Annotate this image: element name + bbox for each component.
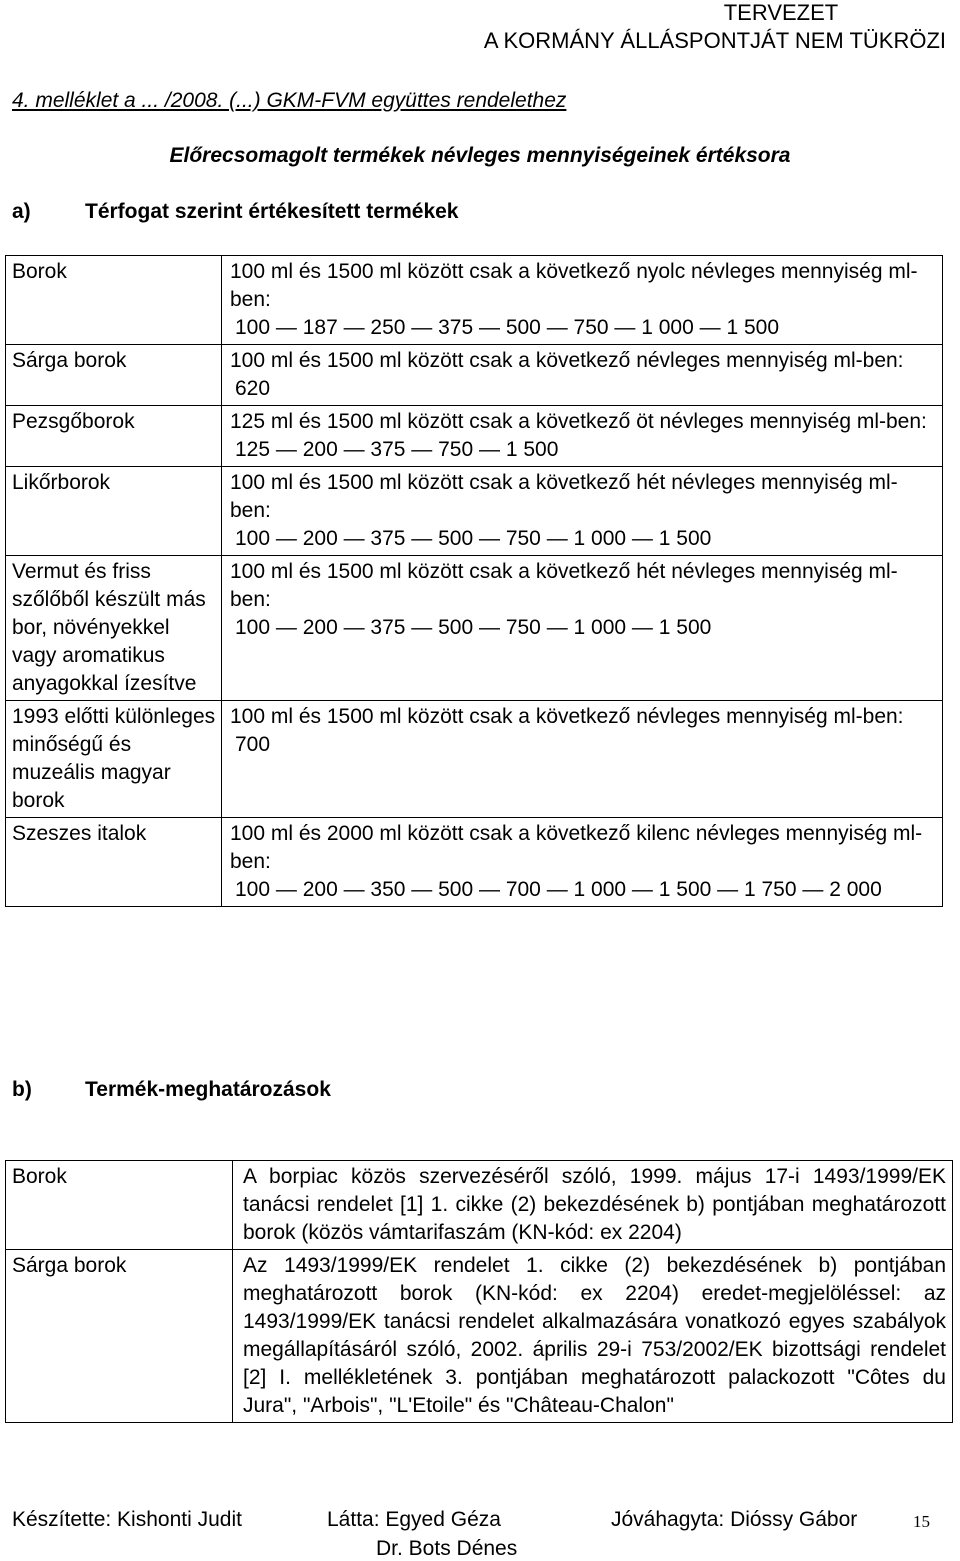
- annex-reference: 4. melléklet a ... /2008. (...) GKM-FVM együttes rendelethez: [12, 89, 567, 112]
- section-b-label: b): [12, 1078, 32, 1101]
- quantity-cell: [222, 818, 943, 907]
- product-name: Vermut és friss szőlőből készült más bor, növényekkel vagy aromatikus anyagokkal ízesítve: [6, 556, 222, 701]
- table-row: [6, 818, 943, 907]
- product-name: Likőrborok: [6, 467, 222, 556]
- product-name: Sárga borok: [6, 1250, 233, 1423]
- quantity-values: 700: [235, 733, 271, 756]
- page-number: 15: [913, 1512, 930, 1531]
- quantity-cell: [222, 556, 943, 701]
- section-a-label: a): [12, 200, 31, 223]
- product-name: Borok: [6, 256, 222, 345]
- table-row: [6, 406, 943, 467]
- quantity-cell: [222, 701, 943, 818]
- table-row: [6, 556, 943, 701]
- draft-stamp-line-1: TERVEZET: [723, 0, 839, 25]
- table-row: [6, 1161, 953, 1250]
- draft-stamp-line-2: A KORMÁNY ÁLLÁSPONTJÁT NEM TÜKRÖZI: [483, 28, 946, 53]
- footer-second-approver: Dr. Bots Dénes: [376, 1537, 518, 1560]
- quantity-description: 100 ml és 1500 ml között csak a következő névleges mennyiség ml-ben:: [230, 349, 904, 372]
- quantity-description: 100 ml és 2000 ml között csak a következő kilenc névleges mennyiség ml-ben:: [230, 822, 923, 873]
- quantity-values: 100 — 200 — 375 — 500 — 750 — 1 000 — 1 500: [235, 527, 712, 550]
- quantity-cell: [222, 256, 943, 345]
- product-name: Borok: [6, 1161, 233, 1250]
- nominal-quantities-table: [5, 255, 943, 907]
- quantity-cell: [222, 467, 943, 556]
- section-a-title: Térfogat szerint értékesített termékek: [85, 200, 459, 223]
- section-a-heading: [12, 200, 458, 224]
- table-row: [6, 701, 943, 818]
- quantity-description: 125 ml és 1500 ml között csak a következő öt névleges mennyiség ml-ben:: [230, 410, 927, 433]
- section-b-heading: [12, 1078, 331, 1102]
- quantity-description: 100 ml és 1500 ml között csak a következő nyolc névleges mennyiség ml-ben:: [230, 260, 918, 311]
- product-name: Szeszes italok: [6, 818, 222, 907]
- product-name: Pezsgőborok: [6, 406, 222, 467]
- table-row: [6, 467, 943, 556]
- product-name: 1993 előtti különleges minőségű és muzeális magyar borok: [6, 701, 222, 818]
- footer-checked-by: Látta: Egyed Géza: [327, 1508, 501, 1531]
- quantity-values: 100 — 187 — 250 — 375 — 500 — 750 — 1 000 — 1 500: [235, 316, 780, 339]
- product-name: Sárga borok: [6, 345, 222, 406]
- quantity-description: 100 ml és 1500 ml között csak a következő hét névleges mennyiség ml-ben:: [230, 471, 898, 522]
- quantity-values: 100 — 200 — 375 — 500 — 750 — 1 000 — 1 500: [235, 616, 712, 639]
- quantity-cell: [222, 406, 943, 467]
- quantity-values: 125 — 200 — 375 — 750 — 1 500: [235, 438, 559, 461]
- product-definition: A borpiac közös szervezéséről szóló, 1999. május 17-i 1493/1999/EK tanácsi rendelet [1] 1. cikke (2) bekezdésének b) pontjában meghatározott borok (közös vámtarifaszám (KN-kód: ex 2204): [233, 1161, 953, 1250]
- section-b-title: Termék-meghatározások: [85, 1078, 331, 1101]
- quantity-cell: [222, 345, 943, 406]
- product-definitions-table: [5, 1160, 953, 1423]
- document-title: Előrecsomagolt termékek névleges mennyiségeinek értéksora: [169, 144, 791, 167]
- product-definition: Az 1493/1999/EK rendelet 1. cikke (2) bekezdésének b) pontjában meghatározott borok (KN-kód: ex 2204) eredet-megjelöléssel: az 1493/1999/EK tanácsi rendelet alkalmazására vonatkozó egyes szabályok megállapításáról szóló, 2002. április 29-i 753/2002/EK bizottsági rendelet [2] I. mellékletének 3. pontjában meghatározott palackozott "Côtes du Jura", "Arbois", "L'Etoile" és "Château-Chalon": [233, 1250, 953, 1423]
- table-row: [6, 345, 943, 406]
- table-row: [6, 256, 943, 345]
- quantity-description: 100 ml és 1500 ml között csak a következő hét névleges mennyiség ml-ben:: [230, 560, 898, 611]
- quantity-values: 620: [235, 377, 271, 400]
- footer-prepared-by: Készítette: Kishonti Judit: [12, 1508, 242, 1531]
- footer-approved-by: Jóváhagyta: Dióssy Gábor: [611, 1508, 858, 1531]
- table-row: [6, 1250, 953, 1423]
- quantity-values: 100 — 200 — 350 — 500 — 700 — 1 000 — 1 500 — 1 750 — 2 000: [235, 878, 882, 901]
- quantity-description: 100 ml és 1500 ml között csak a következő névleges mennyiség ml-ben:: [230, 705, 904, 728]
